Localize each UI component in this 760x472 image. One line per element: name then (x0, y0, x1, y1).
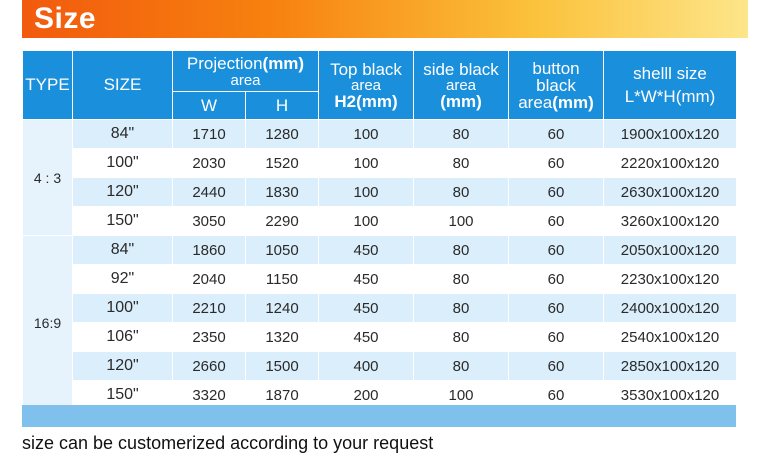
shell-cell: 3260x100x120 (604, 207, 737, 236)
projection-unit: (mm) (262, 53, 305, 73)
w-cell: 3320 (173, 381, 246, 410)
size-cell: 100" (73, 294, 173, 323)
button-cell: 60 (509, 352, 604, 381)
top-cell: 450 (319, 265, 414, 294)
shell-cell: 2850x100x120 (604, 352, 737, 381)
size-cell: 84" (73, 236, 173, 265)
button-cell: 60 (509, 323, 604, 352)
size-cell: 150" (73, 381, 173, 410)
w-cell: 1710 (173, 120, 246, 149)
size-cell: 120" (73, 352, 173, 381)
h-cell: 1280 (246, 120, 319, 149)
h-cell: 1870 (246, 381, 319, 410)
top-cell: 450 (319, 294, 414, 323)
header-shell-size: shelll size L*W*H(mm) (604, 51, 737, 120)
side-cell: 80 (414, 352, 509, 381)
header-button-black-area: button black area(mm) (509, 51, 604, 120)
table-body (23, 120, 737, 410)
table-row (23, 323, 737, 352)
table-footer-bar (22, 405, 736, 427)
shell-cell: 1900x100x120 (604, 120, 737, 149)
h-cell: 2290 (246, 207, 319, 236)
w-cell: 2350 (173, 323, 246, 352)
side-cell: 80 (414, 323, 509, 352)
button-cell: 60 (509, 236, 604, 265)
side-cell: 80 (414, 236, 509, 265)
side-cell: 80 (414, 149, 509, 178)
button-cell: 60 (509, 207, 604, 236)
header-projection-area (173, 51, 319, 92)
w-cell: 2030 (173, 149, 246, 178)
button-cell: 60 (509, 294, 604, 323)
w-cell: 2660 (173, 352, 246, 381)
h-cell: 1240 (246, 294, 319, 323)
shell-cell: 3530x100x120 (604, 381, 737, 410)
table-row (23, 294, 737, 323)
size-cell: 150" (73, 207, 173, 236)
table-row (23, 178, 737, 207)
top-cell: 400 (319, 352, 414, 381)
type-cell: 4 : 3 (23, 120, 73, 236)
header-w: W (173, 92, 246, 120)
shell-cell: 2230x100x120 (604, 265, 737, 294)
side-cell: 80 (414, 120, 509, 149)
w-cell: 2040 (173, 265, 246, 294)
header-type: TYPE (23, 51, 73, 120)
size-table-container (22, 50, 736, 410)
side-cell: 100 (414, 381, 509, 410)
size-cell: 92" (73, 265, 173, 294)
shell-cell: 2050x100x120 (604, 236, 737, 265)
title-banner (22, 0, 748, 38)
button-cell: 60 (509, 149, 604, 178)
button-cell: 60 (509, 178, 604, 207)
size-cell: 84" (73, 120, 173, 149)
w-cell: 2210 (173, 294, 246, 323)
customization-note: size can be customerized according to your request (22, 433, 434, 453)
table-row (23, 236, 737, 265)
shell-cell: 2400x100x120 (604, 294, 737, 323)
w-cell: 3050 (173, 207, 246, 236)
size-cell: 120" (73, 178, 173, 207)
side-cell: 80 (414, 265, 509, 294)
side-cell: 100 (414, 207, 509, 236)
h-cell: 1320 (246, 323, 319, 352)
button-cell: 60 (509, 381, 604, 410)
w-cell: 1860 (173, 236, 246, 265)
top-cell: 100 (319, 120, 414, 149)
h-cell: 1050 (246, 236, 319, 265)
table-header (23, 51, 737, 120)
top-cell: 100 (319, 149, 414, 178)
top-cell: 450 (319, 236, 414, 265)
table-row (23, 207, 737, 236)
shell-cell: 2540x100x120 (604, 323, 737, 352)
top-cell: 450 (319, 323, 414, 352)
shell-cell: 2630x100x120 (604, 178, 737, 207)
header-side-black-area: side black area (mm) (414, 51, 509, 120)
header-h: H (246, 92, 319, 120)
size-cell: 100" (73, 149, 173, 178)
shell-cell: 2220x100x120 (604, 149, 737, 178)
top-cell: 100 (319, 178, 414, 207)
table-row (23, 120, 737, 149)
table-row (23, 352, 737, 381)
table-row (23, 265, 737, 294)
top-cell: 200 (319, 381, 414, 410)
type-cell: 16:9 (23, 236, 73, 410)
side-cell: 80 (414, 178, 509, 207)
top-cell: 100 (319, 207, 414, 236)
banner-title: Size (34, 2, 97, 35)
h-cell: 1520 (246, 149, 319, 178)
table-row (23, 149, 737, 178)
h-cell: 1830 (246, 178, 319, 207)
header-size: SIZE (73, 51, 173, 120)
button-cell: 60 (509, 265, 604, 294)
projection-line2: area (230, 71, 261, 89)
w-cell: 2440 (173, 178, 246, 207)
header-top-black-area: Top black area H2(mm) (319, 51, 414, 120)
button-cell: 60 (509, 120, 604, 149)
side-cell: 80 (414, 294, 509, 323)
h-cell: 1500 (246, 352, 319, 381)
size-cell: 106" (73, 323, 173, 352)
size-table (22, 50, 737, 410)
h-cell: 1150 (246, 265, 319, 294)
projection-line1: Projection (186, 53, 263, 73)
